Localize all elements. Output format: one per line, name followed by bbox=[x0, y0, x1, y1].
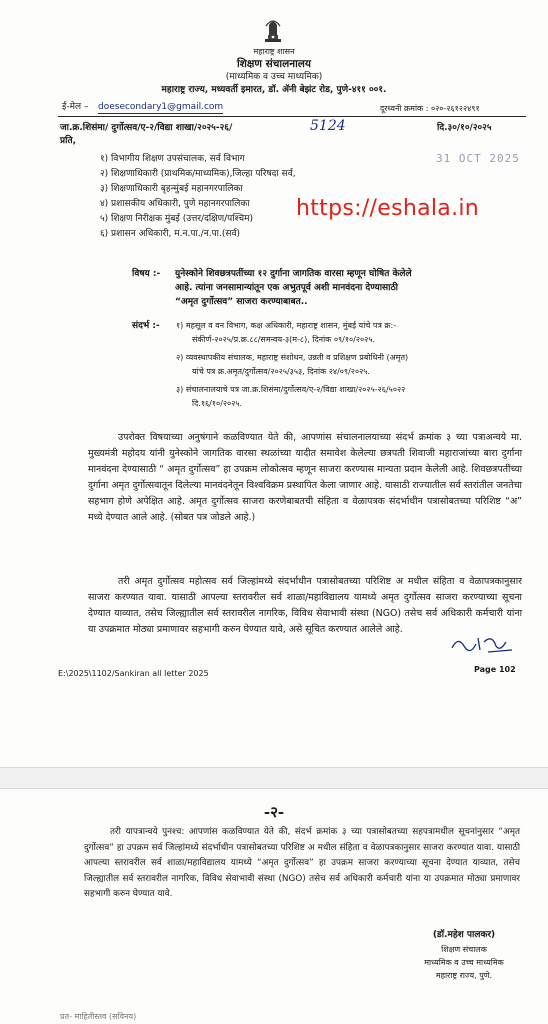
subject-line-3: “अमृत दुर्गोत्सव” साजरा करण्याबाबत.. bbox=[175, 297, 308, 307]
handwritten-number: 5124 bbox=[310, 118, 346, 134]
website-watermark: https://eshala.in bbox=[296, 196, 480, 221]
reference-3-line-2: दि.१६/१०/२०२५. bbox=[192, 399, 243, 408]
recipient-item: ५) शिक्षण निरीक्षक मुंबई (उत्तर/दक्षिण/पश्चिम) bbox=[100, 214, 254, 224]
email-label: ई-मेल – bbox=[62, 102, 89, 112]
page-2-paragraph: तरी यापत्रान्वये पुनश्च: आपणांस कळविण्यात येते की, संदर्भ क्रमांक ३ च्या पत्रासोबतच्या सहपत्रामधील सूचनांनुसार “अमृत दुर्गोत्सव” हा उपक्रम सर्व जिल्हांमध्ये संदर्भाधीन पत्रासोबतच्या परिशिष्ट अ मधील संहिता व वेळापत्रकानुसार साजरा करण्यात यावा. यासाठी आपल्या स्तरावरील सर्व शाळा/महाविद्यालय यामध्ये “अमृत दुर्गोत्सव” हा उपक्रम साजरा करण्याच्या सूचना देण्यात याव्यात, तसेच जिल्ह्यातील सर्व स्तरावरील नागरिक, विविध सेवाभावी संस्था (NGO) तसेच सर्व अधिकारी कर्मचारी यांना या उपक्रमात मोठ्या प्रमाणावर सहभागी करुन घेण्यात यावे. bbox=[84, 827, 520, 899]
recipient-item: ६) प्रशासन अधिकारी, म.न.पा./न.पा.(सर्व) bbox=[100, 229, 240, 239]
letter-date: दि.३०/१०/२०२५ bbox=[437, 123, 492, 133]
header-divider bbox=[58, 116, 526, 117]
reference-2-line-2: यांचे पत्र क्र.अमृत/दुर्गोत्सव/२०२५/३५३, दिनांक २४/०९/२०२५. bbox=[192, 367, 370, 376]
subject-line-2: आहे. त्यांना जनसामान्यांतून एक अभुतपूर्व अशी मानवंदना देण्यासाठी bbox=[175, 283, 399, 293]
phone-number: दूरध्वनी क्रमांक : ०२०-२६१२२४९१ bbox=[380, 104, 480, 113]
office-address: महाराष्ट्र राज्य, मध्यवर्ती इमारत, डॉ. ॲनी बेझंट रोड, पुणे-४११ ००१. bbox=[161, 85, 387, 95]
signatory-title: शिक्षण संचालक bbox=[441, 945, 487, 954]
received-stamp: 31 OCT 2025 bbox=[436, 152, 520, 165]
letter-page-2 bbox=[0, 788, 548, 1024]
subject-label: विषय :- bbox=[132, 269, 161, 279]
to-label: प्रति, bbox=[60, 136, 77, 146]
signatory-state: महाराष्ट्र राज्य, पुणे. bbox=[435, 971, 493, 980]
office-name: शिक्षण संचालनालय bbox=[237, 58, 311, 70]
copy-to-label: प्रत- माहितीस्तव (सविनय) bbox=[60, 1012, 137, 1021]
page-2-number: -२- bbox=[263, 803, 285, 821]
ashoka-emblem-icon bbox=[262, 16, 284, 44]
recipient-item: ४) प्रशासकीय अधिकारी, पुणे महानगरपालिका bbox=[100, 199, 250, 209]
reference-3-line-1: ३) संचालनालयाचे पत्र जा.क्र.शिसंमा/दुर्गोत्सव/ए-२/विद्या शाखा/२०२५-२६/५०२२ bbox=[176, 385, 406, 394]
recipient-item: ३) शिक्षणाधिकारी बृहन्मुंबई महानगरपालिका bbox=[100, 184, 243, 194]
signatory-wing: माध्यमिक व उच्च माध्यमिक bbox=[424, 958, 504, 967]
page-gap bbox=[0, 768, 548, 788]
file-path: E:\2025\1102/Sankiran all letter 2025 bbox=[58, 669, 209, 678]
reference-2-line-1: २) व्यवस्थापकीय संचालक, महाराष्ट्र संशोधन, उन्नती व प्रशिक्षण प्रबोधिनी (अमृत) bbox=[176, 353, 409, 362]
subject-line-1: युनेस्कोने शिवछत्रपतींच्या १२ दुर्गाना जागतिक वारसा म्हणून घोषित केलेले bbox=[175, 269, 412, 279]
body-paragraph-2: तरी अमृत दुर्गोत्सव महोत्सव सर्व जिल्हांमध्ये संदर्भाधीन पत्रासोबतच्या परिशिष्ट अ मधील संहिता व वेळापत्रकानुसार साजरा करण्यात यावा. यासाठी आपल्या स्तरावरील सर्व शाळा/महाविद्यालय यामध्ये अमृत दुर्गोत्सव साजरा करण्याच्या सूचना देण्यात याव्यात, तसेच जिल्ह्यातील सर्व स्तरावरील नागरिक, विविध सेवाभावी संस्था (NGO) तसेच सर्व अधिकारी कर्मचारी यांना या उपक्रमात मोठ्या प्रमाणावर सहभागी करुन घेण्यात यावे, असे सूचित करण्यात आलेले आहे. bbox=[88, 576, 522, 635]
reference-number: जा.क्र.शिसंमा/ दुर्गोत्सव/ए-२/विद्या शाखा/२०२५-२६/ bbox=[60, 123, 233, 133]
references-label: संदर्भ :- bbox=[132, 321, 160, 331]
signatory-name: (डॉ.महेश पालकर) bbox=[432, 930, 496, 940]
page-number: Page 102 bbox=[474, 665, 516, 674]
recipient-item: १) विभागीय शिक्षण उपसंचालक, सर्व विभाग bbox=[100, 154, 245, 164]
office-wing: (माध्यमिक व उच्च माध्यमिक) bbox=[225, 72, 323, 82]
reference-1-line-2: संकीर्ण-२०२५/प्र.क्र.८८/समन्वय-३(म-८), दिनांक ०९/१०/२०२५. bbox=[192, 335, 376, 344]
email-link[interactable]: doesecondary1@gmail.com bbox=[98, 102, 224, 112]
body-paragraph-1: उपरोक्त विषयाच्या अनुषंगाने कळविण्यात येते की, आपणांस संचालनालयाच्या संदर्भ क्रमांक ३ च्या पत्राअन्वये मा. मुख्यमंत्री महोदय यांनी युनेस्कोने जागतिक वारसा स्थळांच्या यादीत समावेश केलेल्या छत्रपती शिवाजी महाराजांच्या बारा दुर्गाना मानवंदना देण्यासाठी “ अमृत दुर्गोत्सव” हा उपक्रम लोकोत्सव म्हणून साजरा करण्यास मान्यता प्रदान केलेली आहे. शिवछत्रपतींच्या दुर्गाना अमृत दुर्गोत्सवातून दिलेल्या मानवंदनेतून विश्वविक्रम प्रस्थापित केला जाणार आहे. यासाठी राज्यातील सर्व स्तरांतील जनतेचा सहभाग होणे अपेक्षित आहे. अमृत दुर्गोत्सव साजरा करणेबाबतची संहिता व वेळापत्रक संदर्भाधीन पत्रासोबतच्या परिशिष्ट “अ” मध्ये देण्यात आले आहे. (सोबत पत्र जोडले आहे.) bbox=[88, 432, 522, 523]
govt-name: महाराष्ट्र शासन bbox=[253, 47, 295, 56]
signature-initials bbox=[448, 632, 518, 656]
reference-1-line-1: १) महसूल व वन विभाग, कक्ष अधिकारी, महाराष्ट्र शासन, मुंबई यांचे पत्र क्र:- bbox=[176, 321, 397, 330]
recipient-item: २) शिक्षणाधिकारी (प्राथमिक/माध्यमिक),जिल्हा परिषदा सर्व, bbox=[100, 169, 296, 179]
